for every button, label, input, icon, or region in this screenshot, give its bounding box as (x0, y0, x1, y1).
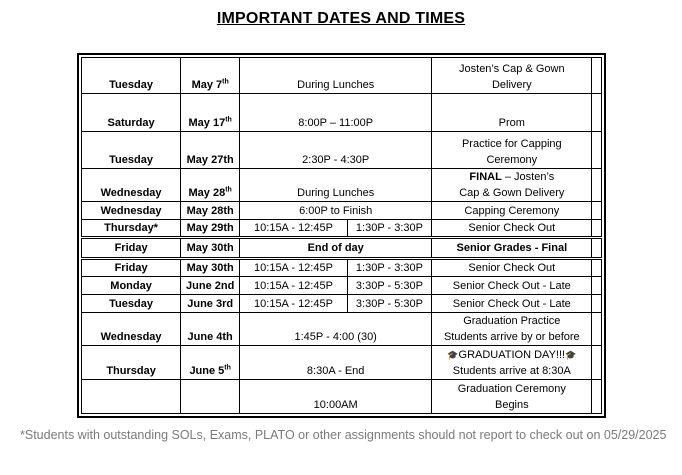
table-row (82, 202, 602, 220)
spacer-cell (592, 58, 602, 94)
date-cell: June 3rd (181, 294, 240, 312)
table-row (82, 220, 602, 238)
spacer-cell (592, 220, 602, 238)
date-cell: June 4th (181, 313, 240, 346)
day-cell: Wednesday (82, 313, 181, 346)
day-cell: Monday (82, 276, 181, 294)
date-cell: June 2nd (181, 276, 240, 294)
date-cell: May 17th (181, 94, 240, 131)
event-cell: Senior Check Out (432, 258, 592, 276)
table-row (82, 238, 602, 258)
day-cell: Tuesday (82, 131, 181, 168)
graduation-cap-icon: 🎓 (447, 349, 459, 360)
day-cell: Thursday* (82, 220, 181, 238)
event-cell: 🎓GRADUATION DAY!!!🎓 Students arrive at 8:30A (432, 346, 592, 379)
date-cell: May 28th (181, 202, 240, 220)
day-cell: Tuesday (82, 58, 181, 94)
date-cell: June 5th (181, 346, 240, 379)
time-cell-a: 10:15A - 12:45P (240, 294, 348, 312)
table-row (82, 168, 602, 201)
footnote: *Students with outstanding SOLs, Exams, PLATO or other assignments should not report to check out on 05/29/2025 (20, 428, 667, 442)
date-cell: May 30th (181, 258, 240, 276)
table-row (82, 276, 602, 294)
table-row (82, 94, 602, 131)
spacer-cell (592, 379, 602, 413)
table-row (82, 294, 602, 312)
time-cell: 10:00AM (240, 379, 432, 413)
spacer-cell (592, 94, 602, 131)
event-cell: Senior Check Out - Late (432, 294, 592, 312)
time-cell: 1:45P - 4:00 (30) (240, 313, 432, 346)
event-cell: Josten’s Cap & Gown Delivery (432, 58, 592, 94)
date-cell: May 30th (181, 238, 240, 258)
time-cell-a: 10:15A - 12:45P (240, 276, 348, 294)
time-cell: 2:30P - 4:30P (240, 131, 432, 168)
spacer-cell (592, 131, 602, 168)
table-row (82, 131, 602, 168)
event-cell: Practice for Capping Ceremony (432, 131, 592, 168)
day-cell: Friday (82, 238, 181, 258)
time-cell: 8:00P – 11:00P (240, 94, 432, 131)
table-row (82, 313, 602, 346)
spacer-cell (592, 313, 602, 346)
date-cell: May 28th (181, 168, 240, 201)
day-cell: Wednesday (82, 168, 181, 201)
day-cell: Tuesday (82, 294, 181, 312)
event-cell: Senior Check Out - Late (432, 276, 592, 294)
event-cell: Senior Check Out (432, 220, 592, 238)
time-cell-b: 3:30P - 5:30P (347, 276, 431, 294)
graduation-cap-icon: 🎓 (565, 349, 577, 360)
time-cell: End of day (240, 238, 432, 258)
table-row (82, 379, 602, 413)
table-row (82, 58, 602, 94)
event-cell: FINAL – Josten’s Cap & Gown Delivery (432, 168, 592, 201)
time-cell: During Lunches (240, 58, 432, 94)
spacer-cell (592, 258, 602, 276)
spacer-cell (592, 346, 602, 379)
spacer-cell (592, 294, 602, 312)
event-cell: Prom (432, 94, 592, 131)
day-cell: Saturday (82, 94, 181, 131)
time-cell: During Lunches (240, 168, 432, 201)
event-cell: Senior Grades - Final (432, 238, 592, 258)
time-cell-b: 1:30P - 3:30P (347, 220, 431, 238)
date-cell: May 7th (181, 58, 240, 94)
time-cell-a: 10:15A - 12:45P (240, 220, 348, 238)
spacer-cell (592, 168, 602, 201)
event-cell: Graduation Ceremony Begins (432, 379, 592, 413)
event-cell: Graduation Practice Students arrive by or before (432, 313, 592, 346)
table-row (82, 258, 602, 276)
date-cell: May 27th (181, 131, 240, 168)
spacer-cell (592, 238, 602, 258)
table-row (82, 346, 602, 379)
time-cell-b: 1:30P - 3:30P (347, 258, 431, 276)
day-cell: Friday (82, 258, 181, 276)
time-cell: 6:00P to Finish (240, 202, 432, 220)
day-cell (82, 379, 181, 413)
time-cell-b: 3:30P - 5:30P (347, 294, 431, 312)
event-cell: Capping Ceremony (432, 202, 592, 220)
day-cell: Wednesday (82, 202, 181, 220)
day-cell: Thursday (82, 346, 181, 379)
page-title: IMPORTANT DATES AND TIMES (216, 10, 466, 27)
date-cell (181, 379, 240, 413)
schedule-table (77, 53, 606, 418)
spacer-cell (592, 202, 602, 220)
time-cell-a: 10:15A - 12:45P (240, 258, 348, 276)
date-cell: May 29th (181, 220, 240, 238)
spacer-cell (592, 276, 602, 294)
time-cell: 8:30A - End (240, 346, 432, 379)
